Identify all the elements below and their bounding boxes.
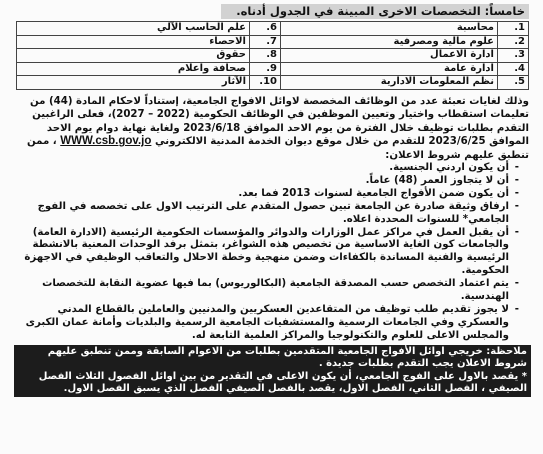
table-row [17,35,529,49]
note-box [14,345,531,398]
specialty-number: 3. [498,49,529,63]
specialty-number: 9. [250,62,281,76]
condition-item: - أن يقبل العمل في مراكز عمل الوزارات والدوائر والمؤسسات الحكومية الرئيسية (الادارة العامة) والجامعات كون الغاية الاساسية من تخصيص هذه الشواغر، بتمثل برفد الوحدات المعنية بالانشطة الرئيسية والفنية المساندة بالكفاءات وضمن منهجية وخطة الاحلال والتعاقب الوظيفي في الاجهزة الحكومية. [16,227,519,279]
specialty-number: 4. [498,62,529,76]
specialty-name: الاحصاء [17,35,250,49]
section-heading: خامساً: التخصصات الاخرى المبينة في الجدول أدناه. [221,4,529,19]
table-row [17,76,529,90]
specialty-name: صحافة واعلام [17,62,250,76]
note-line: ملاحظة: خريجي اوائل الأفواج الجامعية المتقدمين بطلبات من الاعوام السابقة وممن تنطبق عليهم شروط الاعلان يجب التقدم بطلبات جديدة . [47,345,527,370]
table-row [17,62,529,76]
condition-item: - يتم اعتماد التخصص حسب المصدقة الجامعية (البكالوريوس) بما فيها عضوية النقابة للتخصصات الهندسية. [16,278,519,304]
condition-item: - لا يجوز تقديم طلب توظيف من المتقاعدين العسكريين والمدنيين والعاملين بالقطاع المدني والعسكري وفي الجامعات الرسمية والمستشفيات الجامعية الرسمية والبلديات وأمانة عمان الكبرى والمجلس الاعلى للعلوم والتكنولوجيا والمراكز العلمية التابعة له. [16,304,519,343]
specialty-number: 5. [498,76,529,90]
condition-item: - أن يكون ضمن الأفواج الجامعية لسنوات 2013 فما بعد. [16,188,519,201]
conditions-list [16,162,529,343]
intro-text: وذلك لغايات تعبئة عدد من الوظائف المخصصة لاوائل الافواج الجامعية، إستناداً لاحكام المادة (44) من تعليمات استقطاب واختيار وتعيين الموظفين في الوظائف الحكومية (2022 – 2027)، فعلى الراغبين التقدم بطلبات توظيف خلال الفترة من يوم الاحد الموافق 2023/6/18 ولغاية نهاية دوام يوم الاحد الموافق 2023/6/25 للتقدم من خلال موقع ديوان الخدمة المدنية الالكتروني [29,95,529,148]
specialty-name: نظم المعلومات الادارية [281,76,498,90]
specialties-table [16,21,529,90]
intro-paragraph [16,95,529,162]
specialty-name: ادارة عامة [281,62,498,76]
note-footnote: * يقصد بالاول على الفوج الجامعي، أن يكون الاعلى في التقدير من بين اوائل الفصول الثلاث الفصل الصيفي ، الفصل الثاني، الفصل الاول، يقصد بالفصل الصيفي الفصل الذي يسبق الفصل الاول. [38,370,527,394]
condition-item: - أن لا يتجاوز العمر (48) عاماً. [16,175,519,188]
specialty-number: 1. [498,22,529,36]
specialty-number: 8. [250,49,281,63]
specialty-name: ادارة الاعمال [281,49,498,63]
table-row [17,22,529,36]
intro-tail: ، ممن تنطبق عليهم شروط الاعلان: [26,136,529,161]
specialty-number: 10. [250,76,281,90]
condition-item: - أن يكون اردني الجنسية. [16,162,519,175]
specialty-number: 7. [250,35,281,49]
website-link[interactable]: WWW.csb.gov.jo [60,135,152,148]
specialty-name: حقوق [17,49,250,63]
specialty-number: 2. [498,35,529,49]
table-row [17,49,529,63]
specialty-name: علم الحاسب الآلي [17,22,250,36]
specialty-name: علوم مالية ومصرفية [281,35,498,49]
specialty-name: الآثار [17,76,250,90]
condition-item: - ارفاق وثيقة صادرة عن الجامعة تبين حصول المتقدم على الترتيب الاول على تخصصه في الفوج الجامعي* للسنوات المحددة اعلاه. [16,201,519,227]
specialty-name: محاسبة [281,22,498,36]
specialty-number: 6. [250,22,281,36]
